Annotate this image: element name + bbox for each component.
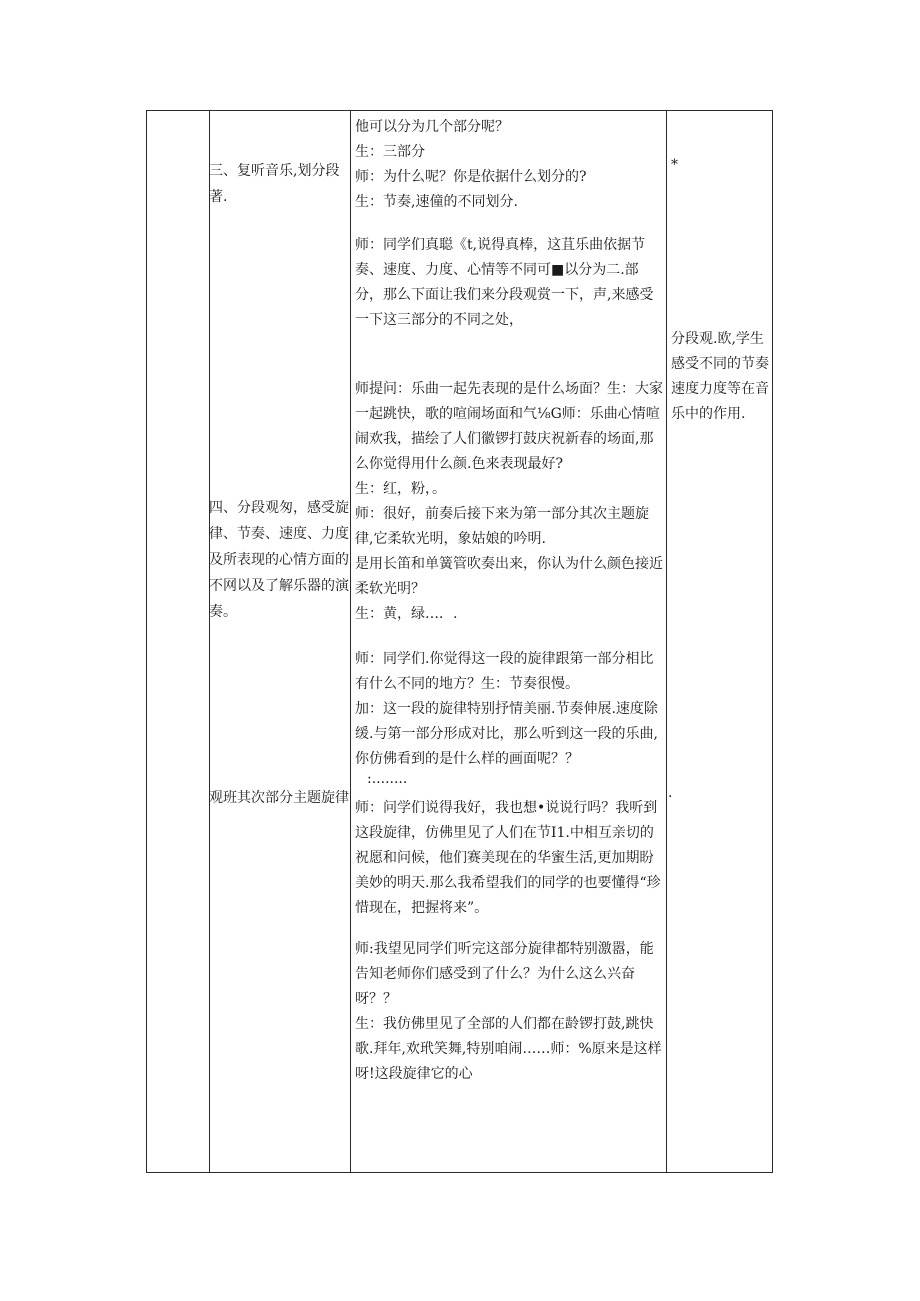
dialogue-line: 师提问：乐曲一起先表现的是什么场面？生：大家一起跳快，歌的喧闹场面和气⅛G师：乐曲心情喧闹欢我，描绘了人们徽锣打鼓庆祝新春的场面,那么你觉得用什么颜.色来表现最好? [355,381,663,472]
column-divider [209,111,210,1172]
dialogue-line: 生：我仿佛里见了全部的人们都在龄锣打鼓,跳快歌.拜年,欢玳笑舞,特别咱闹……师：%原来是这样呀!这段旋律它的心 [355,1016,662,1082]
dialogue-line: 师：同学们.你觉得这一段的旋律跟第一部分相比有什么不同的地方？生：节奏很慢。 [355,651,654,692]
dialogue-line: 生：红，粉，。 [355,481,446,497]
note-asterisk: * [671,157,678,173]
dialogue-block-6 [351,937,666,1087]
dialogue-block-5 [351,796,666,921]
dialogue-line: :........ [367,771,408,787]
note-purpose: 分段观.欧,学生感受不同的节奏速度力度等在音乐中的作用. [671,331,769,422]
dialogue-line: 加：这一段的旋律特别抒情美丽.节奏伸展.速度除缓.与第一部分形成对比，那么听到这一段的乐曲,你仿佛看到的是什么样的画面呢？？ [355,701,658,767]
stage-review-listening: 三、复听音乐,划分段著. [209,163,340,205]
dialogue-block-1 [351,115,666,215]
lesson-plan-table [146,110,773,1173]
dialogue-line: 生：黄，绿…．. [355,606,458,622]
dialogue-block-2 [351,233,666,333]
dialogue-line: 师:我望见同学们听完这部分旋律都特别激嚣，能告知老师你们感受到了什么？为什么这么兴奋呀？？ [355,941,654,1007]
note-dot: . [668,785,673,801]
dialogue-line: 师：为什么呢？你是依据什么划分的? [355,169,587,185]
dialogue-block-3 [351,377,666,627]
stage-section-listening: 四、分段观匆，感受旋律、节奏、速度、力度及所表现的心情方面的不网以及了解乐器的演奏。 [209,500,349,620]
dialogue-line: 是用长笛和单簧管吹奏出来，你认为什么颜色接近柔软光明？ [355,556,663,597]
dialogue-line: 生：节奏,速僮的不同划分. [355,194,518,210]
dialogue-line: 他可以分为几个部分呢？ [355,119,509,135]
dialogue-block-4 [351,647,666,772]
column-divider [666,111,667,1172]
dialogue-line: 生：三部分 [355,144,425,160]
stage-second-theme: 观班其次部分主题旋律 [209,790,349,806]
dialogue-line: 师：问学们说得我好，我也想•说说行吗？我听到这段旋律，仿佛里见了人们在节I1.中相互亲切的祝愿和问候，他们赛美现在的华蜜生活,更加期盼美妙的明天.那么我希望我们的同学的也要懂得“珍惜现在，把握将来”。 [355,800,661,916]
dialogue-line: 师：同学们真聪《t,说得真棒，这苴乐曲依据节奏、速度、力度、心情等不同可■以分为二.部分，那么下面让我们来分段观赏一下，声,来感受一下这三部分的不同之处， [355,237,654,328]
dialogue-ellipsis [351,767,666,792]
dialogue-line: 师：很好，前奏后接下来为第一部分其次主题旋律,它柔软光明，象姑娘的吟明. [355,506,649,547]
